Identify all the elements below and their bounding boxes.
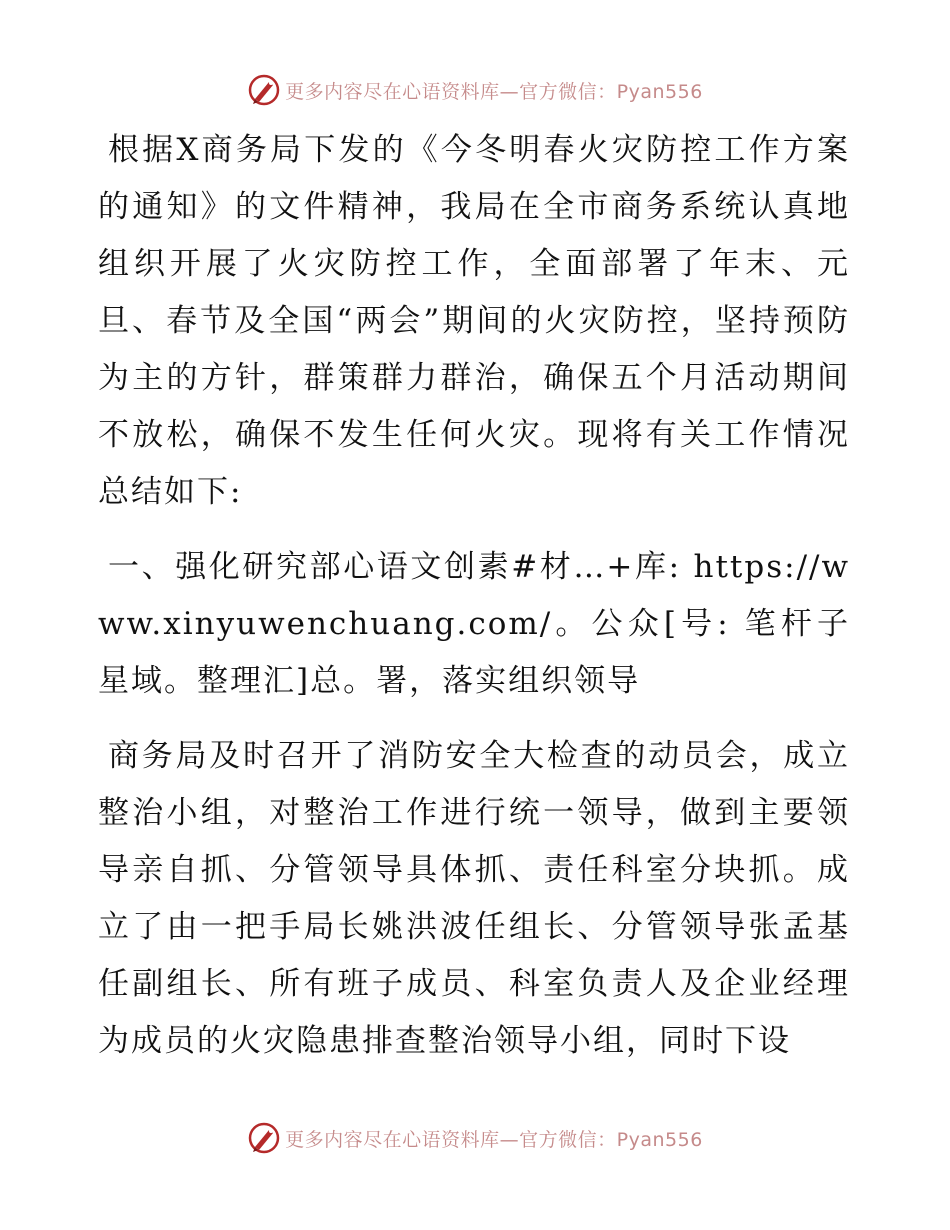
paragraph-intro: 根据X商务局下发的《今冬明春火灾防控工作方案的通知》的文件精神，我局在全市商务系统认真地组织开展了火灾防控工作，全面部署了年末、元旦、春节及全国“两会”期间的火灾防控，坚持预防为主的方针，群策群力群治，确保五个月活动期间不放松，确保不发生任何火灾。现将有关工作情况总结如下: [98,132,850,510]
section-heading-1: 一、强化研究部心语文创素#材…+库: https://www.xinyuwenchuang.com/。公众[号: 笔杆子星域。整理汇]总。署，落实组织领导 [98,549,850,699]
header-banner-text: 更多内容尽在心语资料库—官方微信：Pyan556 [285,80,703,103]
document-body [98,122,850,1088]
paragraph-organization: 商务局及时召开了消防安全大检查的动员会，成立整治小组，对整治工作进行统一领导，做到主要领导亲自抓、分管领导具体抓、责任科室分块抓。成立了由一把手局长姚洪波任组长、分管领导张孟基任副组长、所有班子成员、科室负责人及企业经理为成员的火灾隐患排查整治领导小组，同时下设 [98,738,850,1059]
pen-circle-logo-icon [247,73,281,107]
pen-circle-logo-icon [247,1121,281,1155]
footer-banner-text: 更多内容尽在心语资料库—官方微信：Pyan556 [285,1128,703,1151]
footer-banner [0,1118,950,1158]
header-banner [0,70,950,110]
